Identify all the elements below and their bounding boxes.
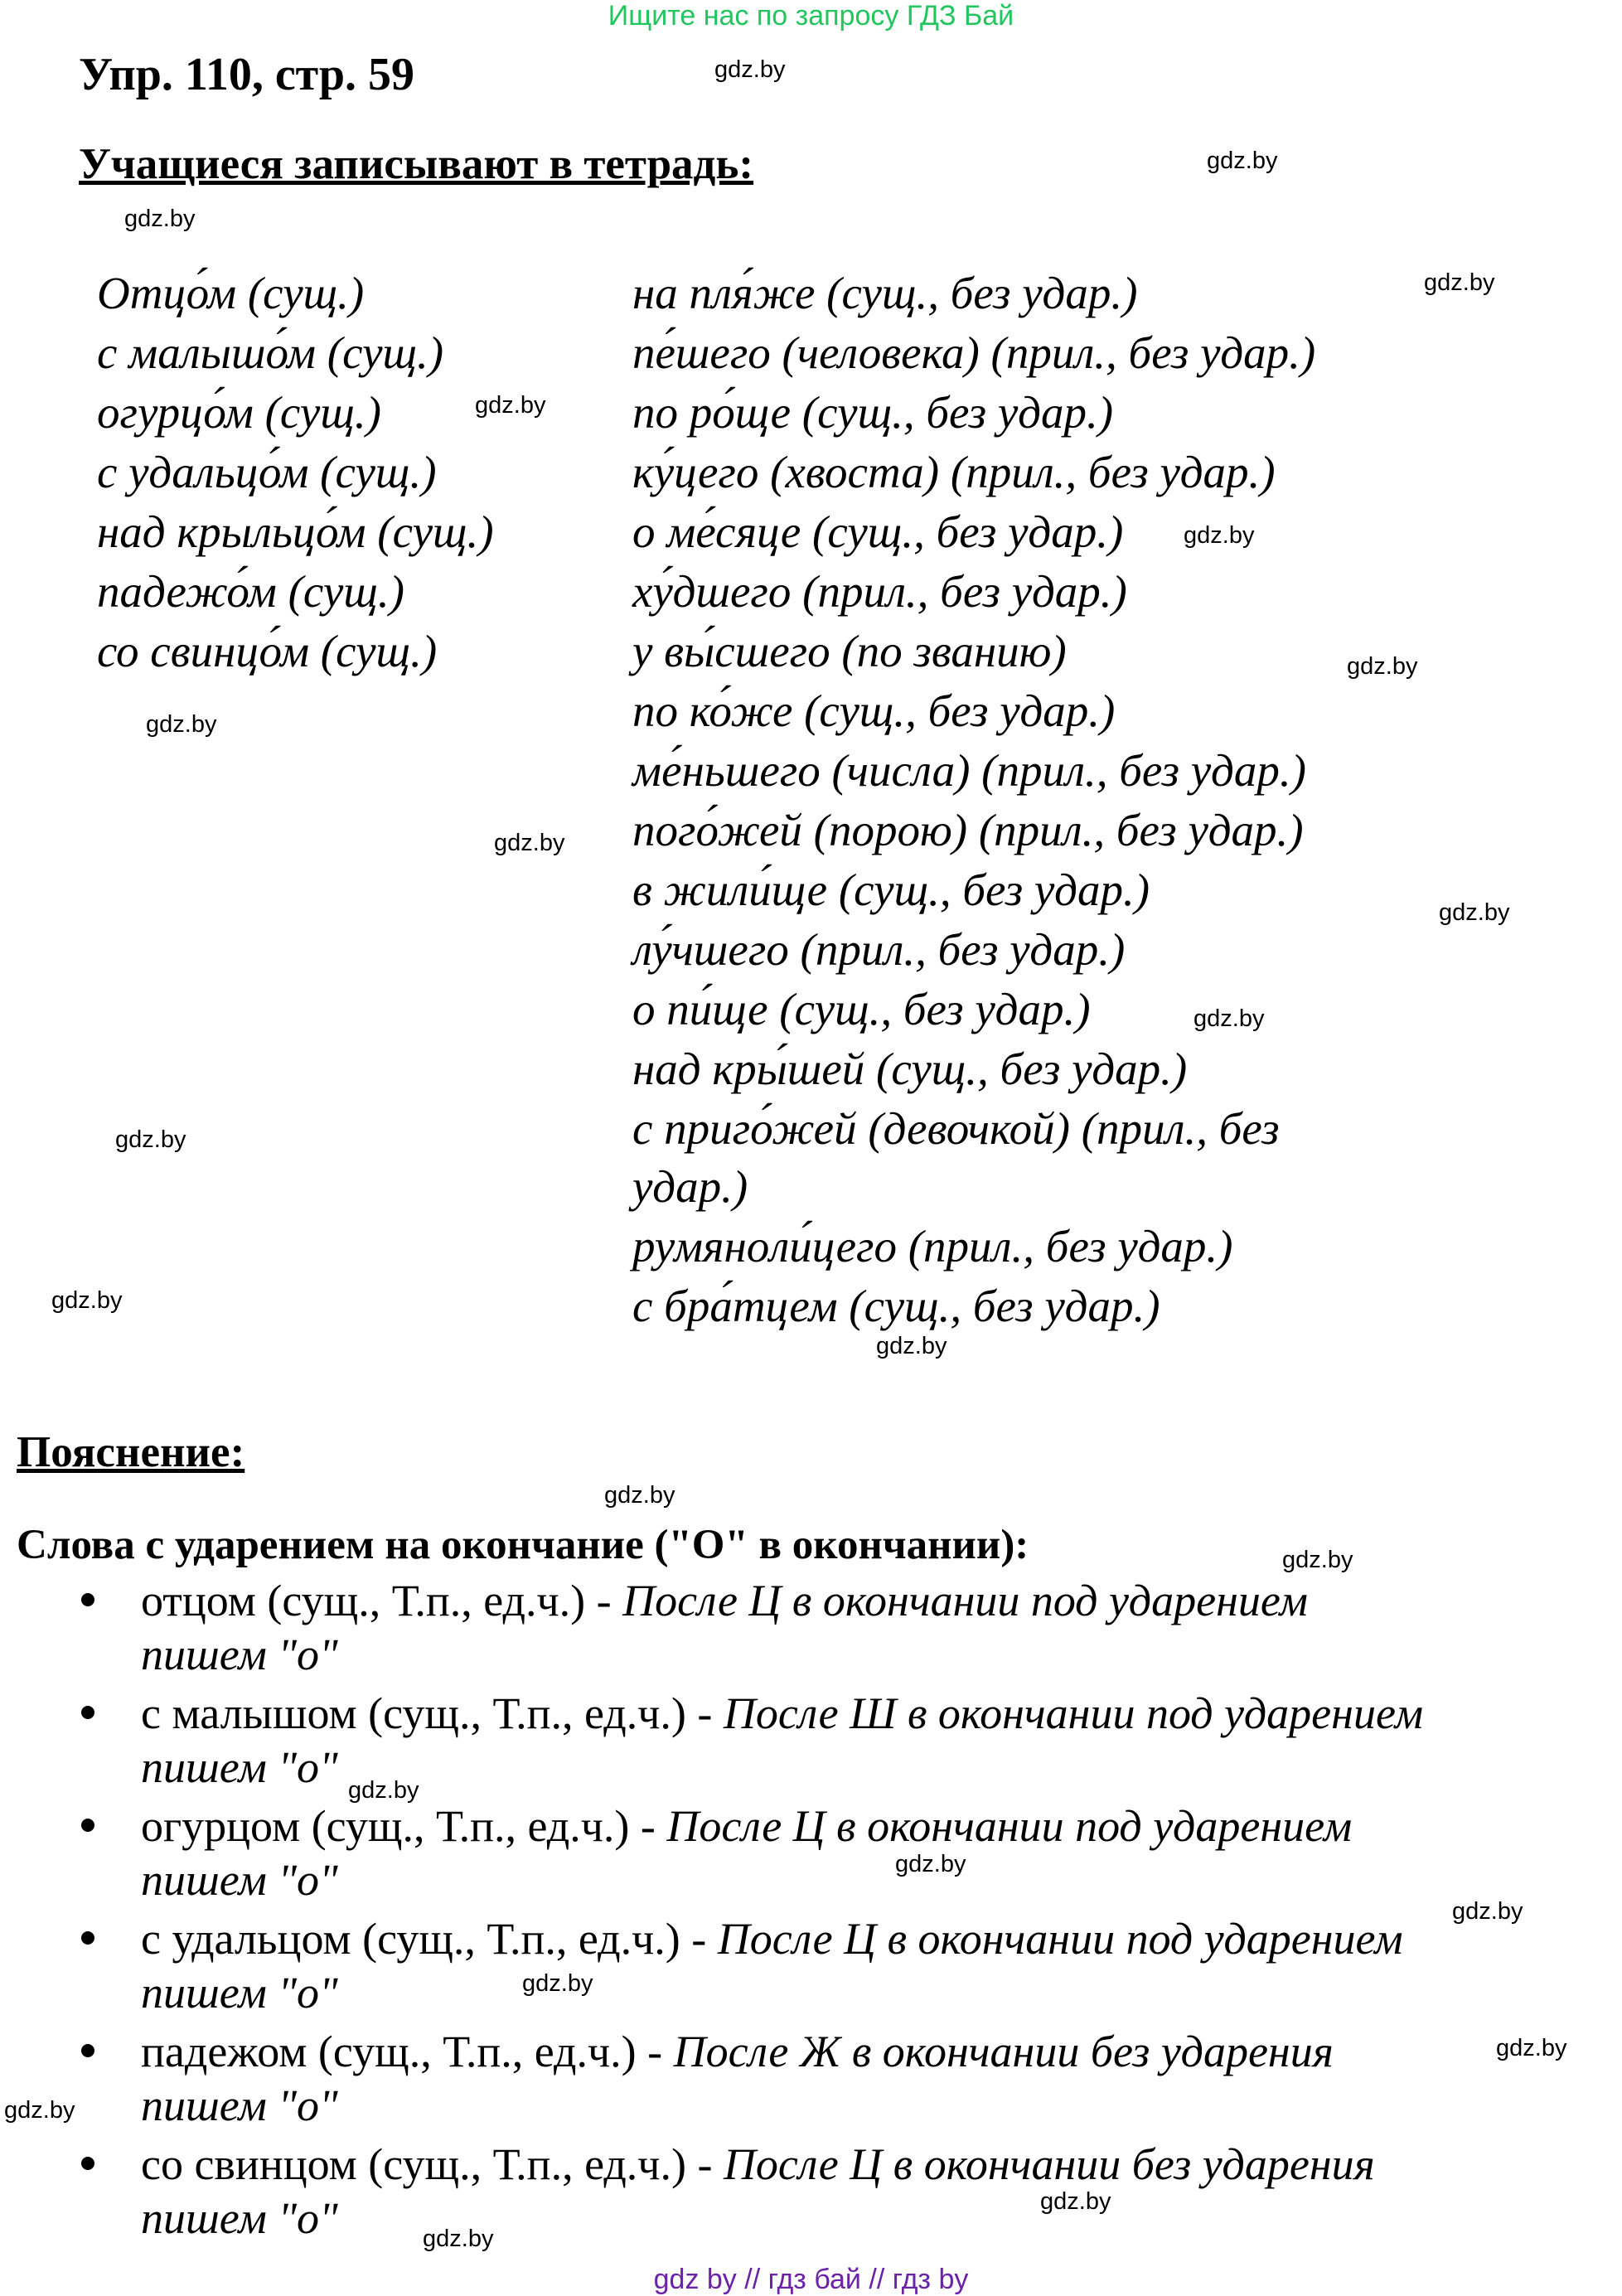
right-word: над кры́шей (сущ., без удар.) [632,1044,1188,1094]
item-explanation: После Ц в окончании под ударением [622,1576,1308,1625]
right-word: по ро́ще (сущ., без удар.) [632,387,1114,438]
list-item [0,1913,1622,2026]
right-word: в жили́ще (сущ., без удар.) [632,865,1150,915]
watermark: gdz.by [146,711,217,738]
watermark: gdz.by [115,1126,186,1153]
item-word: с малышом (сущ., Т.п., ед.ч.) - [141,1688,724,1738]
right-word: ку́цего (хвоста) (прил., без удар.) [632,447,1276,497]
right-word: с бра́тцем (сущ., без удар.) [632,1281,1160,1331]
bullet-icon [81,2157,94,2170]
bullet-icon [81,1706,94,1719]
right-word: о пи́ще (сущ., без удар.) [632,984,1091,1034]
subheading: Слова с ударением на окончание ("О" в окончании): [17,1522,1029,1568]
bullet-icon [81,1593,94,1606]
item-continuation: пишем "о" [141,2193,338,2243]
right-word: о ме́сяце (сущ., без удар.) [632,506,1124,557]
top-banner[interactable]: Ищите нас по запросу ГДЗ Бай [608,0,1014,31]
watermark: gdz.by [348,1777,419,1804]
watermark: gdz.by [1282,1547,1353,1573]
bullet-icon [81,1931,94,1945]
left-word: над крыльцо́м (сущ.) [97,506,494,557]
left-word: падежо́м (сущ.) [97,566,404,617]
watermark: gdz.by [895,1851,966,1877]
right-word: с приго́жей (девочкой) (прил., без [632,1103,1280,1154]
left-word: огурцо́м (сущ.) [97,387,381,438]
right-word: ху́дшего (прил., без удар.) [632,566,1127,617]
watermark: gdz.by [124,206,196,232]
watermark: gdz.by [1207,148,1278,174]
watermark: gdz.by [604,1482,675,1509]
watermark: gdz.by [1184,522,1255,549]
watermark: gdz.by [1452,1898,1523,1925]
list-item [0,1688,1622,1800]
left-word: со свинцо́м (сущ.) [97,626,438,676]
right-word: румянoли́цего (прил., без удар.) [632,1221,1233,1272]
watermark: gdz.by [51,1287,123,1314]
watermark: gdz.by [1040,2188,1111,2215]
left-word: с удальцо́м (сущ.) [97,447,437,497]
bullet-icon [81,2044,94,2057]
item-explanation: После Ц в окончании под ударением [717,1914,1403,1964]
watermark: gdz.by [1439,899,1510,926]
item-continuation: пишем "о" [141,1855,338,1905]
notebook-heading: Учащиеся записывают в тетрадь: [79,140,754,188]
item-explanation: После Ж в окончании без ударения [673,2027,1334,2076]
footer-links[interactable]: gdz by // гдз бай // гдз by [653,2264,969,2295]
watermark: gdz.by [475,392,546,419]
item-word: огурцом (сущ., Т.п., ед.ч.) - [141,1801,667,1851]
left-word: Отцо́м (сущ.) [97,268,365,318]
watermark: gdz.by [494,830,565,856]
item-continuation: пишем "о" [141,1630,338,1679]
watermark: gdz.by [4,2097,75,2124]
list-item [0,2026,1622,2139]
watermark: gdz.by [1496,2035,1567,2061]
right-word: пе́шего (человека) (прил., без удар.) [632,327,1316,378]
watermark: gdz.by [1347,653,1418,680]
item-word: отцом (сущ., Т.п., ед.ч.) - [141,1576,623,1625]
watermark: gdz.by [1424,269,1495,296]
right-word: удар.) [632,1161,748,1212]
exercise-title: Упр. 110, стр. 59 [79,49,415,100]
left-word: с малышо́м (сущ.) [97,327,444,378]
list-item [0,2139,1622,2251]
right-word: лу́чшего (прил., без удар.) [632,924,1126,975]
right-word: пого́жей (порою) (прил., без удар.) [632,805,1304,855]
watermark: gdz.by [714,56,786,83]
watermark: gdz.by [522,1970,593,1997]
item-continuation: пишем "о" [141,2080,338,2130]
item-continuation: пишем "о" [141,1742,338,1792]
item-word: со свинцом (сущ., Т.п., ед.ч.) - [141,2139,724,2189]
right-word: на пля́же (сущ., без удар.) [632,268,1138,318]
right-word: у вы́сшего (по званию) [632,626,1067,676]
watermark: gdz.by [1194,1005,1265,1032]
right-word: по ко́же (сущ., без удар.) [632,685,1116,736]
item-continuation: пишем "о" [141,1968,338,2017]
item-word: падежом (сущ., Т.п., ед.ч.) - [141,2027,674,2076]
watermark: gdz.by [423,2226,494,2252]
item-explanation: После Ц в окончании без ударения [723,2139,1375,2189]
list-item [0,1800,1622,1913]
explanation-heading: Пояснение: [17,1428,245,1476]
item-explanation: После Ц в окончании под ударением [666,1801,1353,1851]
list-item [0,1575,1622,1688]
item-word: с удальцом (сущ., Т.п., ед.ч.) - [141,1914,718,1964]
right-word: ме́ньшего (числа) (прил., без удар.) [632,745,1306,796]
watermark: gdz.by [876,1333,947,1359]
item-explanation: После Ш в окончании под ударением [723,1688,1424,1738]
bullet-icon [81,1819,94,1832]
